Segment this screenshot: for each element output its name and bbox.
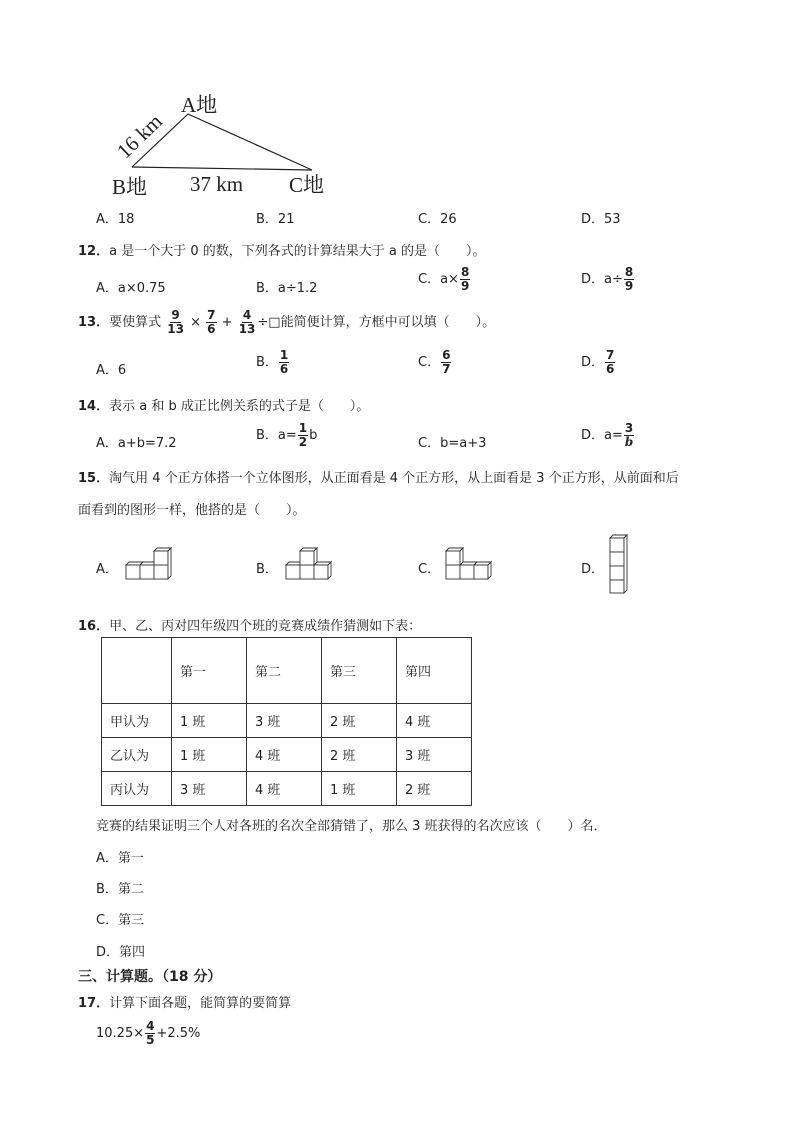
q17-text: 计算下面各题，能简算的要简算 [109,996,292,1011]
denominator: 5 [146,1033,155,1047]
q17-question [78,992,291,1011]
q13-text-prefix: 要使算式 [109,315,162,330]
guess-table [101,637,472,806]
q15-option-d-cubes-icon [608,533,632,595]
vertex-c-label: C地 [289,173,325,197]
table-cell: 3 班 [397,738,472,772]
q14-option-c: C．b=a+3 [418,436,487,451]
numerator: 9 [171,308,180,322]
q15-option-c-cubes-icon [444,546,496,582]
header-cell [102,638,172,704]
q14-option-d [581,422,635,449]
q12-option-b: B．a÷1.2 [256,281,318,296]
table-cell: 2 班 [397,772,472,806]
numerator: 1 [279,348,289,362]
q13-fraction-3 [238,309,257,336]
q12-number: 12． [78,244,110,259]
numerator: 4 [146,1019,155,1033]
q13-option-b [256,349,290,376]
q12-question [78,240,485,259]
q11-option-d: D．53 [581,212,621,227]
q16-option-c: C．第三 [96,913,145,928]
q16-question [78,615,421,634]
denominator: 13 [238,322,256,336]
q13-option-a: A．6 [96,363,127,378]
denominator: 2 [298,435,308,449]
side-bc-line [132,167,312,170]
numerator: 7 [606,348,615,362]
q14-option-b-prefix: B．a= [256,428,297,443]
section-3-title: 三、计算题。（18 分） [78,969,222,985]
numerator: 7 [207,308,216,322]
q17-expr-fraction [145,1020,155,1047]
q15-question-line1 [78,467,679,486]
denominator: 6 [606,362,615,376]
denominator-variable: b [624,435,634,449]
q11-option-c: C．26 [418,212,457,227]
q15-option-a-cubes-icon [124,546,176,582]
q17-expression [96,1020,200,1047]
q15-option-a-label: A． [96,562,118,577]
q16-number: 16． [78,619,110,634]
q13-option-c [418,349,452,376]
q11-option-a: A．18 [96,212,135,227]
table-cell: 2 班 [322,704,397,738]
table-row [102,772,472,806]
q12-option-a: A．a×0.75 [96,281,166,296]
q13-operator-1: × [190,315,201,330]
side-ac-line [188,114,312,170]
q13-option-b-prefix: B． [256,355,278,370]
q13-option-d-fraction [605,349,615,376]
q15-option-d-label: D． [581,562,605,577]
q14-option-b-fraction [298,422,308,449]
numerator: 3 [624,421,634,435]
side-bc-label: 37 km [190,172,244,196]
q14-option-b-suffix: b [309,428,318,443]
q13-option-c-prefix: C． [418,355,441,370]
q13-option-b-fraction [279,349,289,376]
denominator: 9 [624,279,634,293]
q17-expr-suffix: +2.5% [156,1026,201,1041]
denominator: 6 [207,322,216,336]
q16-option-b: B．第二 [96,882,144,897]
table-cell: 4 班 [247,738,322,772]
header-cell: 第三 [322,638,397,704]
side-ab-label: 16 km [112,109,167,164]
numerator: 8 [624,265,634,279]
table-cell: 3 班 [247,704,322,738]
q13-question [78,309,495,336]
q12-option-c-prefix: C．a× [418,272,459,287]
q17-number: 17． [78,996,110,1011]
q16-text: 甲、乙、丙对四年级四个班的竞赛成绩作猜测如下表： [109,619,422,634]
q13-fraction-1 [166,309,185,336]
numerator: 1 [298,421,308,435]
q15-option-b-label: B． [256,562,278,577]
q15-number: 15． [78,471,110,486]
denominator: 9 [460,279,470,293]
q12-option-c [418,266,471,293]
numerator: 8 [460,265,470,279]
q13-number: 13． [78,315,110,330]
table-cell: 1 班 [172,738,247,772]
header-cell: 第一 [172,638,247,704]
table-cell: 4 班 [397,704,472,738]
table-cell: 1 班 [172,704,247,738]
denominator: 13 [167,322,184,336]
table-cell: 3 班 [172,772,247,806]
numerator: 6 [442,348,451,362]
q14-number: 14． [78,399,110,414]
vertex-a-label: A地 [181,93,218,117]
table-row [102,704,472,738]
header-cell: 第四 [397,638,472,704]
denominator [624,436,634,449]
q15-option-c-label: C． [418,562,441,577]
q15-option-b-cubes-icon [284,546,336,582]
vertex-b-label: B地 [112,175,148,199]
q14-question [78,395,369,414]
q14-option-d-fraction [624,422,634,449]
q14-option-b [256,422,317,449]
denominator: 7 [442,362,451,376]
q16-option-d: D．第四 [96,945,146,960]
q15-text-line1: 淘气用 4 个正方体搭一个立体图形，从正面看是 4 个正方形，从上面看是 3 个正方形，从前面和后 [109,471,679,486]
q12-text: a 是一个大于 0 的数，下列各式的计算结果大于 a 的是（ ）。 [109,244,486,259]
table-cell: 甲认为 [102,704,172,738]
table-header-row [102,638,472,704]
header-cell: 第二 [247,638,322,704]
q13-fraction-2 [206,309,216,336]
q13-option-d-prefix: D． [581,355,605,370]
q12-option-d [581,266,635,293]
q12-option-d-prefix: D．a÷ [581,272,623,287]
q13-operator-2: + [221,315,233,330]
denominator: 6 [279,362,289,376]
table-cell: 2 班 [322,738,397,772]
table-cell: 乙认为 [102,738,172,772]
q11-option-b: B．21 [256,212,295,227]
table-cell: 丙认为 [102,772,172,806]
q13-option-d [581,349,616,376]
q12-option-c-fraction [460,266,470,293]
q17-expr-prefix: 10.25× [96,1026,145,1041]
table-cell: 4 班 [247,772,322,806]
table-row [102,738,472,772]
numerator: 4 [242,308,252,322]
q16-conclusion: 竞赛的结果证明三个人对各班的名次全部猜错了，那么 3 班获得的名次应该（ ）名． [96,819,607,834]
table-cell: 1 班 [322,772,397,806]
q14-option-a: A．a+b=7.2 [96,436,177,451]
q14-text: 表示 a 和 b 成正比例关系的式子是（ ）。 [109,399,370,414]
q16-option-a: A．第一 [96,851,144,866]
q12-option-d-fraction [624,266,634,293]
q14-option-d-prefix: D．a= [581,428,623,443]
q15-question-line2: 面看到的图形一样，他搭的是（ ）。 [78,503,306,518]
q13-option-c-fraction [441,349,451,376]
q13-text-suffix: ÷□能简便计算，方框中可以填（ ）。 [257,315,496,330]
